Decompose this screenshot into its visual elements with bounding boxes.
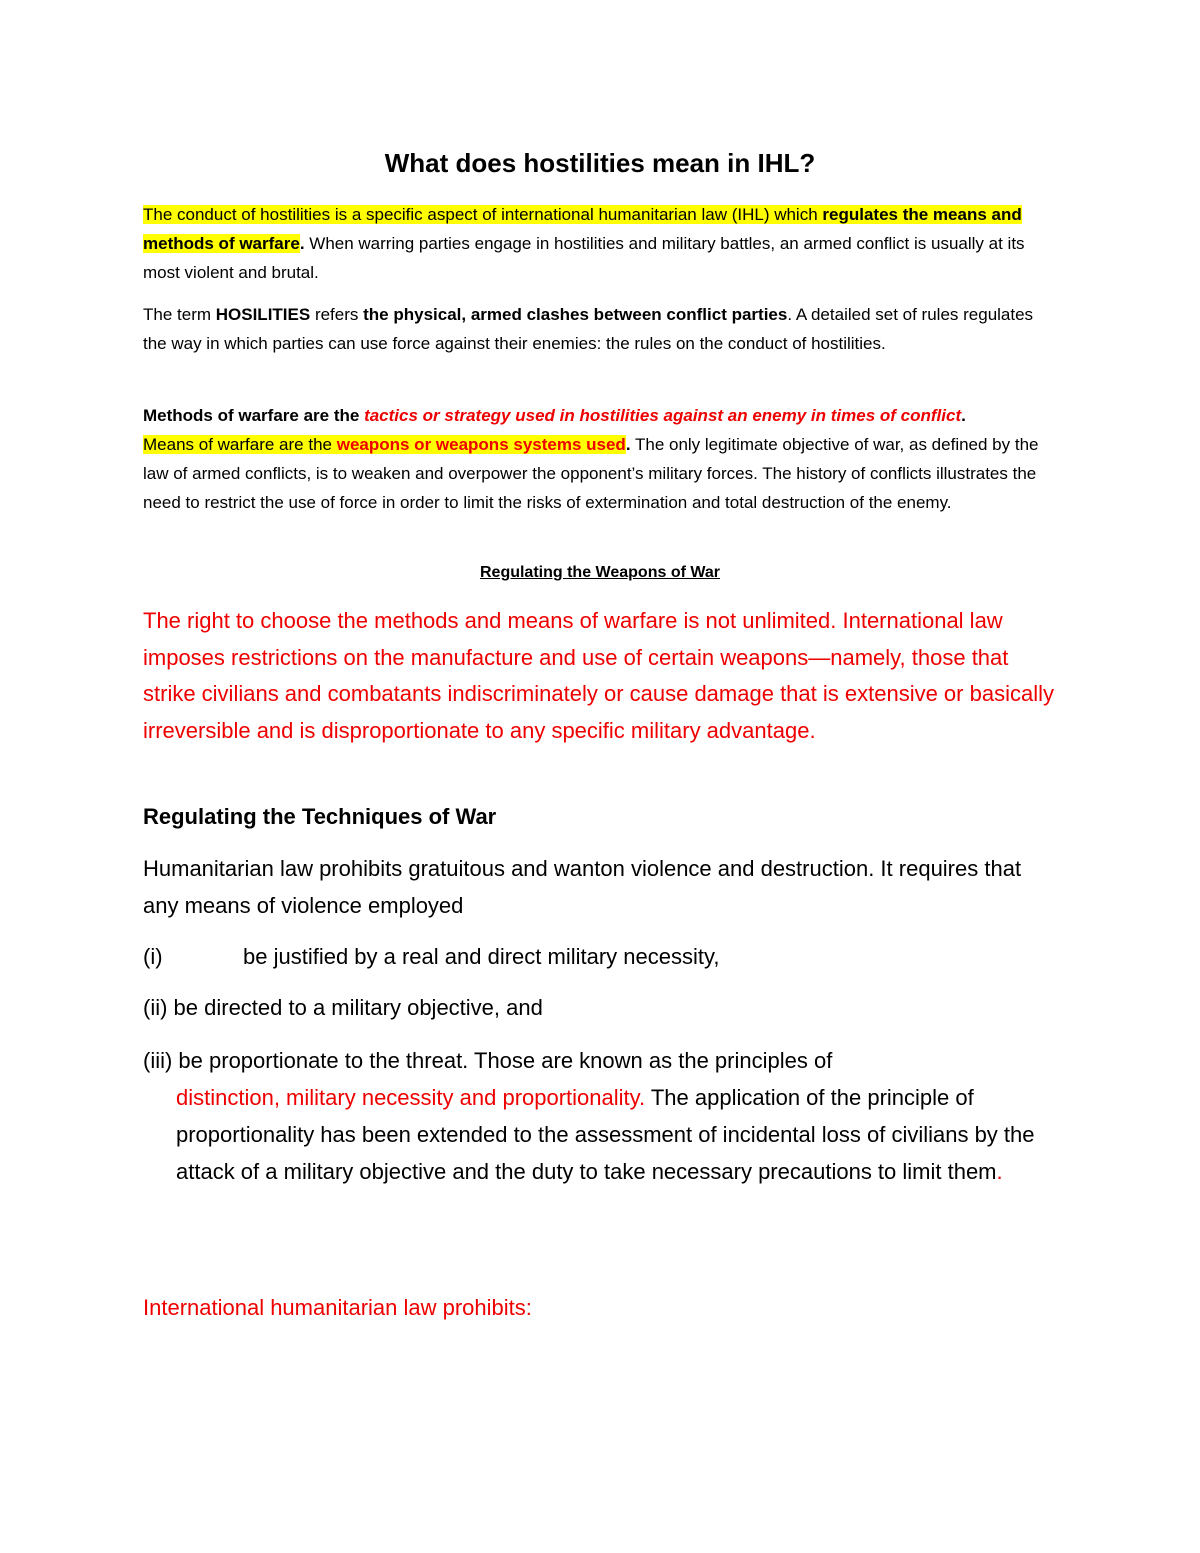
paragraph-conduct-of-hostilities [143, 200, 1058, 287]
list-item-text: be justified by a real and direct military necessity, [243, 944, 720, 969]
heading-techniques-of-war: Regulating the Techniques of War [143, 804, 497, 829]
list-item-ii: (ii) be directed to a military objective, and [143, 995, 543, 1020]
period: . [961, 406, 966, 425]
page-title: What does hostilities mean in IHL? [384, 148, 816, 178]
list-item-text: (iii) be proportionate to the threat. Those are known as the principles of [143, 1048, 833, 1073]
paragraph-methods-means [143, 401, 1058, 517]
red-period: . [996, 1159, 1003, 1184]
highlight-text: The conduct of hostilities is a specific aspect of international humanitarian law (IHL) which [143, 205, 823, 224]
body-text: The only legitimate objective of war, as defined by the law of armed conflicts, is to weaken and overpower the opponent’s military forces. The history of conflicts illustrates the need to restrict the use of force in order to limit the risks of extermination and total destruction of the enemy. [143, 435, 1039, 512]
body-text: The term [143, 305, 216, 324]
paragraph-ihl-prohibits: International humanitarian law prohibits: [143, 1295, 532, 1320]
list-item-continuation [143, 1079, 1058, 1190]
body-text: The application of the principle of proportionality has been extended to the assessment of incidental loss of civilians by the attack of a military objective and the duty to take necessary precautions to limit them [176, 1085, 1035, 1184]
bold-text: Methods of warfare are the [143, 406, 365, 425]
body-text: When warring parties engage in hostilities and military battles, an armed conflict is usually at its most violent and brutal. [143, 234, 1025, 282]
red-italic-definition: tactics or strategy used in hostilities against an enemy in times of conflict [364, 406, 962, 425]
list-number: (i) [143, 944, 163, 969]
period: . [625, 435, 631, 454]
paragraph-right-to-choose: The right to choose the methods and means of warfare is not unlimited. International law imposes restrictions on the manufacture and use of certain weapons—namely, those that strike civilians and combatants indiscriminately or cause damage that is extensive or basically irreversible and is disproportionate to any specific military advantage. [143, 608, 1054, 743]
period: . [299, 234, 305, 253]
list-item-iii [143, 1042, 1058, 1190]
paragraph-term-hostilities [143, 300, 1058, 358]
bold-term: HOSILITIES [215, 305, 311, 324]
paragraph-humanitarian-law: Humanitarian law prohibits gratuitous and wanton violence and destruction. It requires that any means of violence employed [143, 856, 1022, 918]
body-text: . A detailed set of rules regulates the way in which parties can use force against their enemies: the rules on the conduct of hostilities. [143, 305, 1034, 353]
highlight-red-definition: weapons or weapons systems used [336, 435, 626, 454]
list-item-i [143, 940, 1058, 974]
subheading-weapons-of-war: Regulating the Weapons of War [479, 564, 720, 581]
highlight-bold-text: regulates the means and methods of warfare [143, 205, 1022, 253]
red-principles-text: distinction, military necessity and proportionality. [176, 1085, 646, 1110]
highlight-text: Means of warfare are the [143, 435, 337, 454]
body-text: refers [310, 305, 364, 324]
bold-definition: the physical, armed clashes between conflict parties [363, 305, 788, 324]
